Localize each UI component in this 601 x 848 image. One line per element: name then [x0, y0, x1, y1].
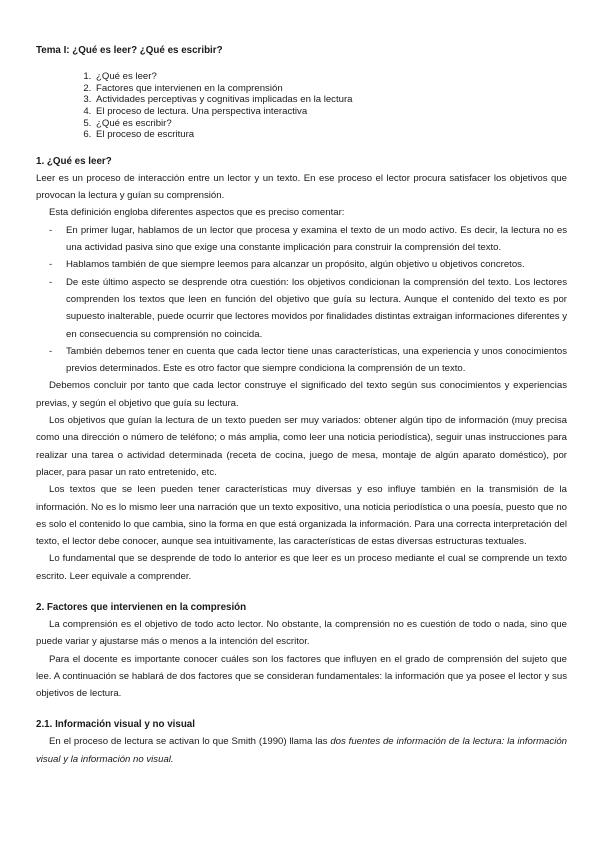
dash-marker: -	[49, 345, 53, 357]
paragraph: La comprensión es el objetivo de todo acto lector. No obstante, la comprensión no es cuestión de todo o nada, sino que puede variar y ajustarse más o menos a la intención del escritor.	[36, 618, 567, 648]
list-item	[36, 256, 567, 273]
paragraph: Esta definición engloba diferentes aspectos que es preciso comentar:	[49, 207, 345, 219]
paragraph-text: En el proceso de lectura se activan lo que Smith (1990) llama las	[49, 736, 331, 748]
spacer	[36, 585, 567, 599]
spacer	[36, 702, 567, 716]
section-1-heading: 1. ¿Qué es leer?	[36, 155, 112, 167]
paragraph	[36, 733, 567, 768]
dash-marker: -	[49, 259, 53, 271]
toc-item: 4. El proceso de lectura. Una perspectiva interactiva	[94, 106, 567, 118]
toc-item: 6. El proceso de escritura	[94, 129, 567, 141]
paragraph: Leer es un proceso de interacción entre un lector y un texto. En ese proceso el lector procura satisfacer los objetivos que provocan la lectura y guían su comprensión.	[36, 172, 567, 202]
toc-item: 2. Factores que intervienen en la comprensión	[94, 83, 567, 95]
paragraph: Lo fundamental que se desprende de todo lo anterior es que leer es un proceso mediante el cual se comprende un texto escrito. Leer equivale a comprender.	[36, 553, 567, 582]
list-item-text: En primer lugar, hablamos de un lector que procesa y examina el texto de un modo activo. Es decir, la lectura no es una actividad pasiva sino que exige una constante implicación para construir la comprensión del texto.	[66, 224, 567, 254]
list-item	[36, 222, 567, 257]
section-1	[36, 153, 567, 585]
toc-item: 3. Actividades perceptivas y cognitivas implicadas en la lectura	[94, 94, 567, 106]
paragraph: Los textos que se leen pueden tener características muy diversas y eso influye también en la transmisión de la información. No es lo mismo leer una narración que un texto expositivo, una noticia periodística o una poesía, puesto que no es solo el contenido lo que cambia, sino la forma en que está organizada la información. Para una correcta interpretación del texto, el lector debe conocer, aunque sea intuitivamente, las características de estas diversas estructuras textuales.	[36, 484, 567, 548]
dash-marker: -	[49, 276, 53, 288]
section-2-heading: 2. Factores que intervienen en la compresión	[36, 601, 247, 613]
paragraph: Para el docente es importante conocer cuáles son los factores que influyen en el grado de comprensión del sujeto que lee. A continuación se hablará de dos factores que se consideran fundamentales: la información que ya posee el lector y sus objetivos de lectura.	[36, 653, 567, 700]
paragraph: Debemos concluir por tanto que cada lector construye el significado del texto según sus conocimientos y experiencias previas, y según el objetivo que guía su lectura.	[36, 380, 567, 409]
list-item-text: También debemos tener en cuenta que cada lector tiene unas características, una experiencia y unos conocimientos previos determinados. Este es otro factor que siempre condiciona la comprensión de un texto.	[66, 345, 567, 375]
table-of-contents	[36, 71, 567, 141]
dash-marker: -	[49, 224, 53, 236]
section-2-1	[36, 716, 567, 768]
list-item	[36, 274, 567, 343]
section-2	[36, 599, 567, 702]
toc-item: 5. ¿Qué es escribir?	[94, 118, 567, 130]
bullet-list	[36, 222, 567, 378]
list-item	[36, 343, 567, 378]
document-title: Tema I: ¿Qué es leer? ¿Qué es escribir?	[36, 45, 223, 56]
list-item-text: Hablamos también de que siempre leemos para alcanzar un propósito, algún objetivo u objetivos concretos.	[66, 259, 525, 271]
paragraph: Los objetivos que guían la lectura de un texto pueden ser muy variados: obtener algún tipo de información (muy precisa como una dirección o número de teléfono; o más amplia, como leer una noticia periodística), seguir unas instrucciones para realizar una tarea o actividad determinada (receta de cocina, juego de mesa, montaje de algún aparato doméstico), por placer, para pasar un rato entretenido, etc.	[36, 415, 567, 478]
emphasis-text: dos fuentes de información de la lectura: la información visual y la información no visual.	[36, 736, 567, 765]
section-2-1-heading: 2.1. Información visual y no visual	[36, 719, 195, 731]
toc-item: 1. ¿Qué es leer?	[94, 71, 567, 83]
list-item-text: De este último aspecto se desprende otra cuestión: los objetivos condicionan la comprensión del texto. Los lectores comprenden los textos que leen en función del objetivo que guía su lectura. Aunque el contenido del texto es por supuesto inalterable, puede ocurrir que lectores movidos por finalidades distintas extraigan informaciones diferentes y en consecuencia su comprensión no coincida.	[66, 276, 567, 340]
